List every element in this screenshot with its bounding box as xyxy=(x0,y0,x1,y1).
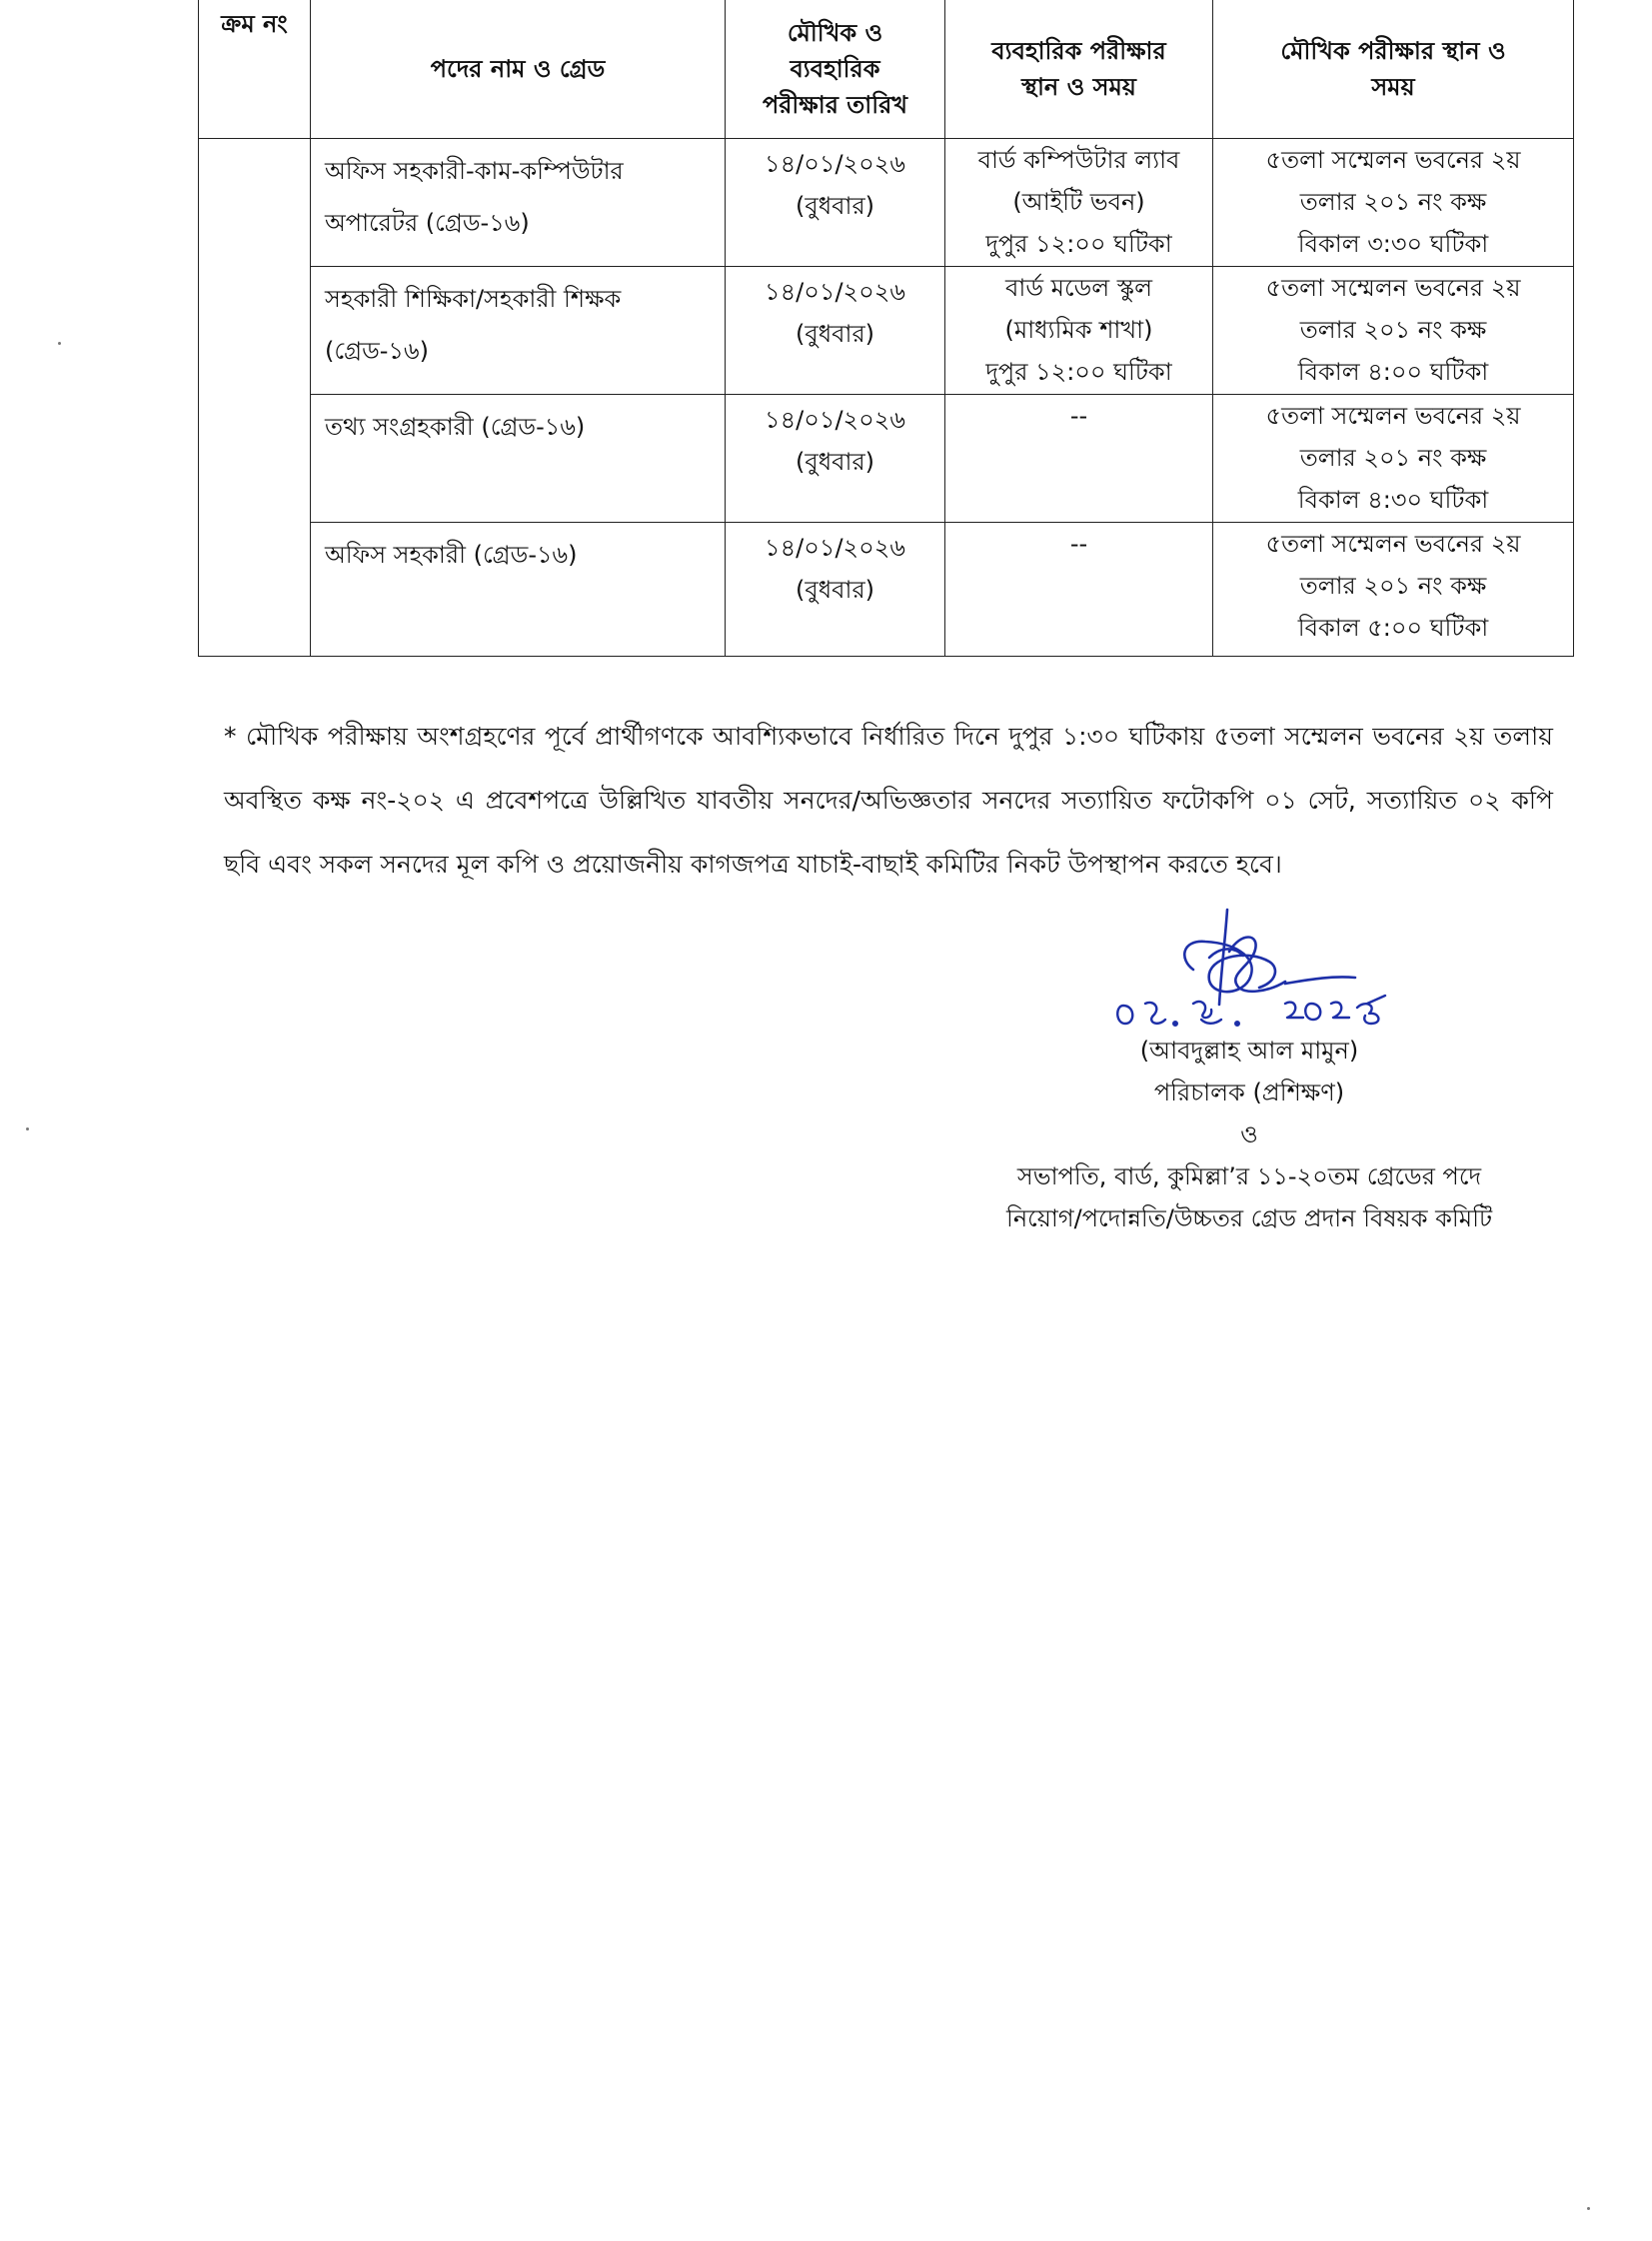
date-cell: ১৪/০১/২০২৬ (বুধবার) xyxy=(726,138,945,266)
post-header: পদের নাম ও গ্রেড xyxy=(311,0,726,138)
practical-place-cell: বার্ড মডেল স্কুল (মাধ্যমিক শাখা) দুপুর ১২:০০ ঘটিকা xyxy=(945,266,1213,394)
date-cell: ১৪/০১/২০২৬ (বুধবার) xyxy=(726,394,945,522)
practical-place-cell: -- xyxy=(945,394,1213,522)
table-row xyxy=(199,266,1574,394)
scan-speck xyxy=(58,342,61,345)
date-cell: ১৪/০১/২০২৬ (বুধবার) xyxy=(726,266,945,394)
signatory-conjunction: ও xyxy=(1240,1120,1258,1148)
viva-place-cell: ৫তলা সম্মেলন ভবনের ২য় তলার ২০১ নং কক্ষ বিকাল ৪:৩০ ঘটিকা xyxy=(1213,394,1574,522)
signatory-designation: পরিচালক (প্রশিক্ষণ) xyxy=(1153,1079,1345,1107)
table-header-row xyxy=(199,0,1574,138)
committee-title-line-2: নিয়োগ/পদোন্নতি/উচ্চতর গ্রেড প্রদান বিষয়ক কমিটি xyxy=(1005,1204,1493,1232)
viva-place-cell: ৫তলা সম্মেলন ভবনের ২য় তলার ২০১ নং কক্ষ বিকাল ৪:০০ ঘটিকা xyxy=(1213,266,1574,394)
post-cell: তথ্য সংগ্রহকারী (গ্রেড-১৬) xyxy=(311,394,726,522)
table-row xyxy=(199,138,1574,266)
post-cell: অফিস সহকারী (গ্রেড-১৬) xyxy=(311,522,726,656)
practical-place-header: ব্যবহারিক পরীক্ষার স্থান ও সময় xyxy=(945,0,1213,138)
post-cell: সহকারী শিক্ষিকা/সহকারী শিক্ষক (গ্রেড-১৬) xyxy=(311,266,726,394)
serial-header: ক্রম নং xyxy=(199,0,311,138)
exam-schedule-table xyxy=(198,0,1574,657)
practical-place-cell: বার্ড কম্পিউটার ল্যাব (আইটি ভবন) দুপুর ১২:০০ ঘটিকা xyxy=(945,138,1213,266)
signature-block xyxy=(899,1030,1599,1239)
serial-cell xyxy=(199,138,311,656)
post-cell: অফিস সহকারী-কাম-কম্পিউটার অপারেটর (গ্রেড-১৬) xyxy=(311,138,726,266)
viva-place-cell: ৫তলা সম্মেলন ভবনের ২য় তলার ২০১ নং কক্ষ বিকাল ৩:৩০ ঘটিকা xyxy=(1213,138,1574,266)
viva-place-header: মৌখিক পরীক্ষার স্থান ও সময় xyxy=(1213,0,1574,138)
handwritten-signature xyxy=(1109,900,1409,1040)
date-cell: ১৪/০১/২০২৬ (বুধবার) xyxy=(726,522,945,656)
scan-speck xyxy=(1587,2207,1590,2210)
table-row xyxy=(199,522,1574,656)
scan-speck xyxy=(26,1127,29,1130)
table-row xyxy=(199,394,1574,522)
committee-title-line-1: সভাপতি, বার্ড, কুমিল্লা’র ১১-২০তম গ্রেডের পদে xyxy=(1016,1162,1482,1190)
notice-paragraph: * মৌখিক পরীক্ষায় অংশগ্রহণের পূর্বে প্রার্থীগণকে আবশ্যিকভাবে নির্ধারিত দিনে দুপুর ১:৩০ ঘটিকায় ৫তলা সম্মেলন ভবনের ২য় তলায় অবস্থিত কক্ষ নং-২০২ এ প্রবেশপত্রে উল্লিখিত যাবতীয় সনদের/অভিজ্ঞতার সনদের সত্যায়িত ফটোকপি ০১ সেট, সত্যায়িত ০২ কপি ছবি এবং সকল সনদের মূল কপি ও প্রয়োজনীয় কাগজপত্র যাচাই-বাছাই কমিটির নিকট উপস্থাপন করতে হবে। xyxy=(224,722,1553,879)
viva-place-cell: ৫তলা সম্মেলন ভবনের ২য় তলার ২০১ নং কক্ষ বিকাল ৫:০০ ঘটিকা xyxy=(1213,522,1574,656)
exam-date-header: মৌখিক ও ব্যবহারিক পরীক্ষার তারিখ xyxy=(726,0,945,138)
signatory-name: (আবদুল্লাহ আল মামুন) xyxy=(1139,1037,1359,1065)
practical-place-cell: -- xyxy=(945,522,1213,656)
